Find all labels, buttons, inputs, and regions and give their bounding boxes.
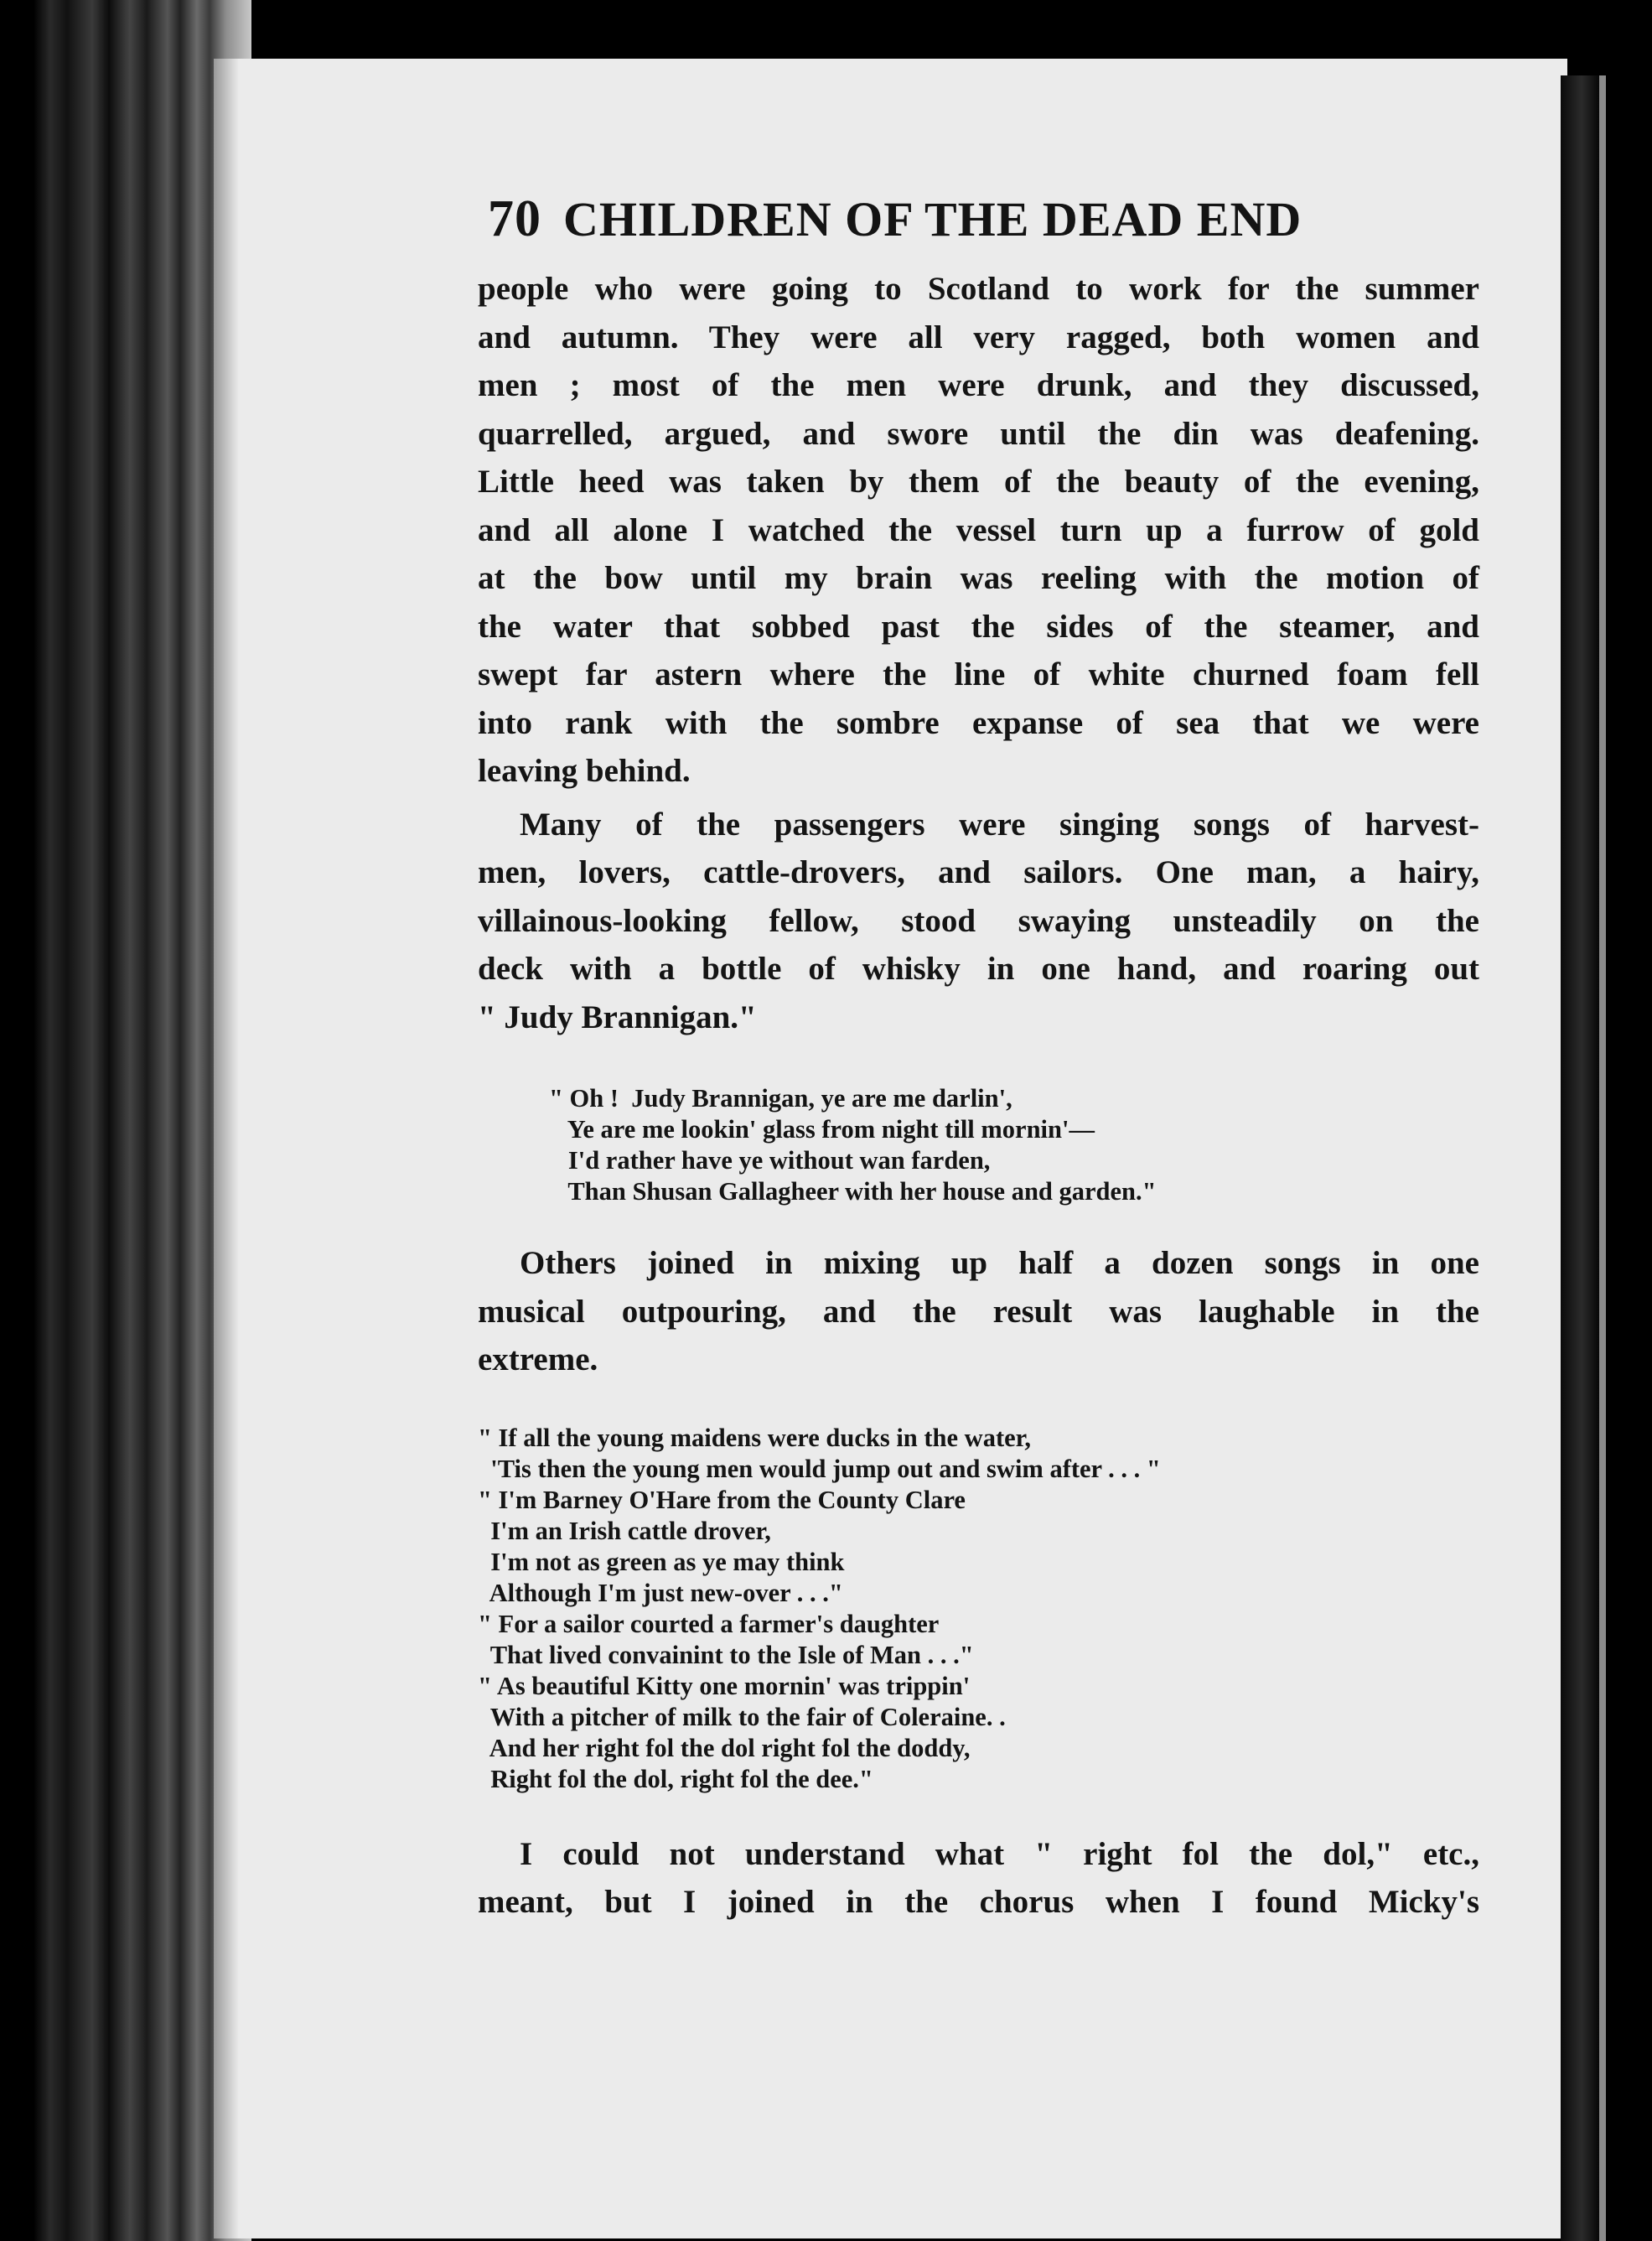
text-line: Than Shusan Gallagheer with her house and garden." xyxy=(549,1177,1157,1206)
text-line: " Oh ! Judy Brannigan, ye are me darlin', xyxy=(549,1084,1012,1113)
text-line: leaving behind. xyxy=(478,753,691,789)
text-line: Right fol the dol, right fol the dee." xyxy=(478,1764,873,1793)
running-title: CHILDREN OF THE DEAD END xyxy=(563,192,1302,246)
text-line: meant, but I joined in the chorus when I found Micky's xyxy=(478,1884,1479,1920)
text-line: men ; most of the men were drunk, and they discussed, xyxy=(478,367,1479,403)
page-gutter-shadow xyxy=(214,59,239,2238)
text-line: " Judy Brannigan." xyxy=(478,999,757,1035)
text-line: villainous-looking fellow, stood swaying unsteadily on the xyxy=(478,902,1479,939)
text-line: I'm not as green as ye may think xyxy=(478,1547,845,1576)
text-line: Although I'm just new-over . . ." xyxy=(478,1578,843,1607)
text-line: I'm an Irish cattle drover, xyxy=(478,1516,771,1545)
text-line: Many of the passengers were singing songs of harvest- xyxy=(520,806,1479,843)
text-line: Ye are me lookin' glass from night till mornin'— xyxy=(549,1115,1095,1144)
book-right-strip xyxy=(1599,75,1606,2241)
paragraph-1 xyxy=(478,265,1479,796)
text-line: at the bow until my brain was reeling with the motion of xyxy=(478,560,1479,596)
text-line: And her right fol the dol right fol the doddy, xyxy=(478,1733,971,1762)
text-line: deck with a bottle of whisky in one hand, and roaring out xyxy=(478,951,1479,987)
page-number: 70 xyxy=(488,190,541,247)
text-line: swept far astern where the line of white churned foam fell xyxy=(478,656,1479,693)
page-header xyxy=(488,190,1484,247)
text-line: quarrelled, argued, and swore until the din was deafening. xyxy=(478,415,1479,452)
book-right-edge xyxy=(1561,75,1652,2241)
paragraph-3 xyxy=(478,1239,1479,1384)
text-line: I could not understand what " right fol the dol," etc., xyxy=(520,1835,1479,1872)
page-text xyxy=(478,190,1484,1927)
paragraph-4 xyxy=(478,1830,1479,1927)
text-line: " If all the young maidens were ducks in the water, xyxy=(478,1423,1032,1452)
text-line: and all alone I watched the vessel turn up a furrow of gold xyxy=(478,511,1479,548)
text-line: 'Tis then the young men would jump out and swim after . . . " xyxy=(478,1454,1161,1483)
text-line: " For a sailor courted a farmer's daughter xyxy=(478,1609,940,1638)
text-line: " I'm Barney O'Hare from the County Clare xyxy=(478,1485,966,1514)
verse-song-medley xyxy=(478,1423,1484,1795)
text-line: men, lovers, cattle-drovers, and sailors. One man, a hairy, xyxy=(478,854,1479,890)
text-line: With a pitcher of milk to the fair of Coleraine. . xyxy=(478,1702,1006,1731)
text-line: the water that sobbed past the sides of the steamer, and xyxy=(478,608,1479,645)
text-line: Little heed was taken by them of the beauty of the evening, xyxy=(478,464,1479,500)
verse-judy-brannigan xyxy=(549,1083,1484,1207)
text-line: into rank with the sombre expanse of sea that we were xyxy=(478,704,1479,741)
text-line: musical outpouring, and the result was laughable in the xyxy=(478,1293,1479,1330)
text-line: people who were going to Scotland to work for the summer xyxy=(478,271,1479,307)
text-line: That lived convainint to the Isle of Man . . ." xyxy=(478,1640,974,1669)
text-line: " As beautiful Kitty one mornin' was trippin' xyxy=(478,1671,971,1700)
text-line: I'd rather have ye without wan farden, xyxy=(549,1146,991,1175)
text-line: and autumn. They were all very ragged, both women and xyxy=(478,319,1479,355)
paragraph-2 xyxy=(478,801,1479,1042)
text-line: Others joined in mixing up half a dozen songs in one xyxy=(520,1245,1479,1281)
text-line: extreme. xyxy=(478,1341,598,1377)
